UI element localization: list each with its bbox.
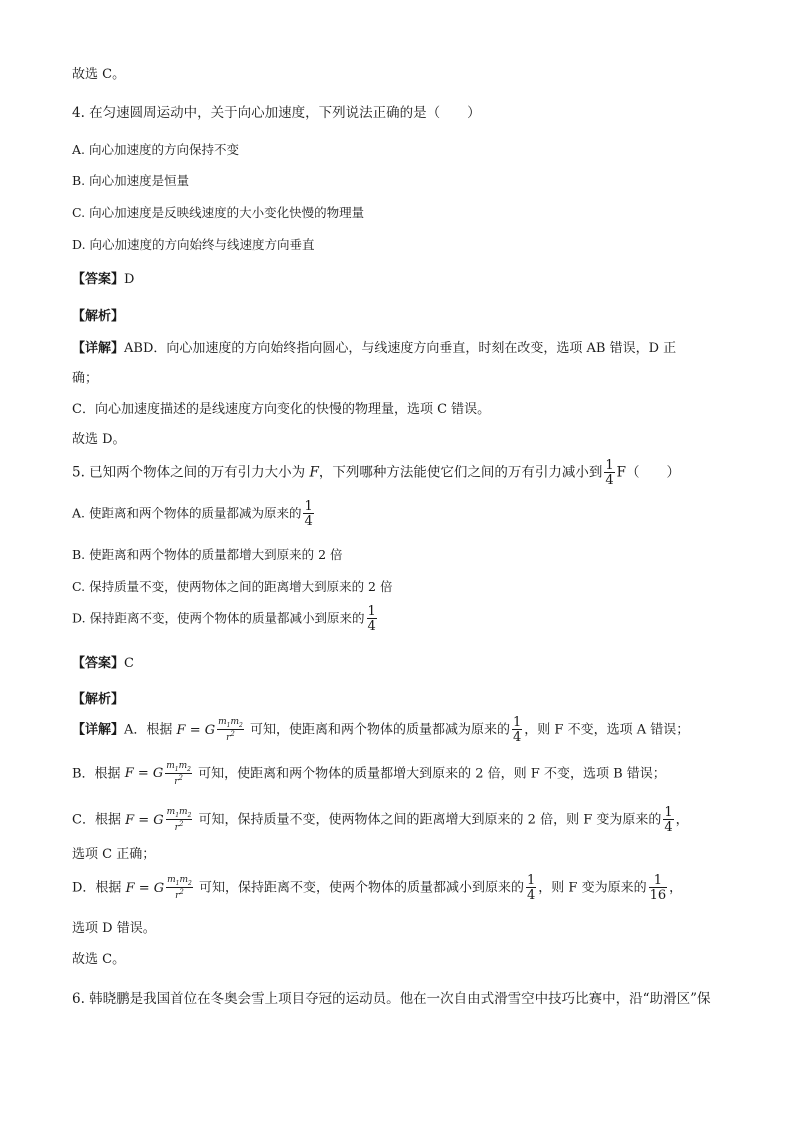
- question-6-stem: 6. 韩晓鹏是我国首位在冬奥会雪上项目夺冠的运动员。他在一次自由式滑雪空中技巧比赛中，沿“助滑区”保: [72, 991, 711, 1007]
- fraction: $\frac{1}{4}$: [664, 805, 673, 835]
- question-5-answer: [72, 655, 134, 673]
- question-4-conclusion: 故选 D。: [72, 432, 126, 447]
- stem-text: F（ ）: [616, 464, 680, 481]
- fraction: $\frac{1}{4}$: [367, 604, 376, 634]
- question-4-stem: 4. 在匀速圆周运动中，关于向心加速度，下列说法正确的是（ ）: [72, 105, 481, 121]
- question-4-detail-line-3: C．向心加速度描述的是线速度方向变化的快慢的物理量，选项 C 错误。: [72, 402, 491, 417]
- fraction: $\frac{1}{16}$: [649, 873, 667, 903]
- stem-text: ，下列哪种方法能使它们之间的万有引力减小到: [318, 464, 603, 481]
- fraction: $\frac{1}{4}$: [527, 873, 536, 903]
- question-4-option-d: D. 向心加速度的方向始终与线速度方向垂直: [72, 237, 315, 252]
- detail-tag: 【详解】: [72, 722, 125, 738]
- question-5-detail-d-line-2: 选项 D 错误。: [72, 921, 156, 936]
- question-4-detail-line-1: [72, 340, 676, 358]
- fraction: $\frac{1}{4}$: [304, 499, 313, 529]
- detail-tag: 【详解】: [72, 341, 125, 356]
- gravitation-formula: F = G $\frac{m_1m_2}{r^2}$: [176, 717, 243, 743]
- previous-conclusion: 故选 C。: [72, 67, 126, 82]
- gravitation-formula: F = G $\frac{m_1m_2}{r^2}$: [124, 761, 191, 787]
- question-5-option-b: B. 使距离和两个物体的质量都增大到原来的 2 倍: [72, 547, 343, 562]
- answer-value: D: [124, 272, 135, 287]
- question-4-option-b: B. 向心加速度是恒量: [72, 173, 190, 188]
- question-4-analysis-tag: 【解析】: [72, 309, 125, 324]
- question-5-option-d: D. 保持距离不变，使两个物体的质量都减小到原来的 $\frac{1}{4}$: [72, 604, 376, 634]
- gravitation-formula: F = G $\frac{m_1m_2}{r^2}$: [125, 875, 192, 901]
- question-5-detail-a: 【详解】A．根据 F = G $\frac{m_1m_2}{r^2}$ 可知，使距离和两个物体的质量都减为原来的 $\frac{1}{4}$ ，则 F 不变，选项 A 错误；: [72, 715, 690, 745]
- fraction: $\frac{1}{4}$: [513, 715, 522, 745]
- detail-text: ABD．向心加速度的方向始终指向圆心，与线速度方向垂直，时刻在改变，选项 AB 错误，D 正: [124, 341, 677, 356]
- stem-text: 5. 已知两个物体之间的万有引力大小为: [72, 464, 310, 481]
- question-5-stem: [72, 459, 680, 487]
- question-4-answer: [72, 271, 134, 289]
- gravitation-formula: F = G $\frac{m_1m_2}{r^2}$: [125, 807, 192, 833]
- question-5-option-c: C. 保持质量不变，使两物体之间的距离增大到原来的 2 倍: [72, 579, 393, 594]
- question-4-option-c: C. 向心加速度是反映线速度的大小变化快慢的物理量: [72, 205, 365, 220]
- question-5-conclusion: 故选 C。: [72, 952, 126, 967]
- fraction: $\frac{1}{4}$: [605, 458, 614, 488]
- answer-value: C: [124, 656, 134, 671]
- question-5-detail-b: B．根据 F = G $\frac{m_1m_2}{r^2}$ 可知，使距离和两个物体的质量都增大到原来的 2 倍，则 F 不变，选项 B 错误；: [72, 761, 666, 787]
- answer-tag: 【答案】: [72, 272, 125, 287]
- question-4-detail-line-2: 确；: [72, 371, 99, 386]
- question-5-detail-c: C．根据 F = G $\frac{m_1m_2}{r^2}$ 可知，保持质量不变，使两物体之间的距离增大到原来的 2 倍，则 F 变为原来的 $\frac{1}{4}$ ，: [72, 805, 689, 835]
- question-5-option-a: A. 使距离和两个物体的质量都减为原来的 $\frac{1}{4}$: [72, 499, 313, 529]
- question-4-option-a: A. 向心加速度的方向保持不变: [72, 142, 239, 157]
- force-symbol: F: [309, 464, 319, 481]
- question-5-detail-d: D．根据 F = G $\frac{m_1m_2}{r^2}$ 可知，保持距离不变，使两个物体的质量都减小到原来的 $\frac{1}{4}$ ，则 F 变为原来的 $\frac{1}{16}$ ，: [72, 873, 683, 903]
- question-5-analysis-tag: 【解析】: [72, 692, 125, 707]
- question-5-detail-c-line-2: 选项 C 正确；: [72, 847, 156, 862]
- answer-tag: 【答案】: [72, 656, 125, 671]
